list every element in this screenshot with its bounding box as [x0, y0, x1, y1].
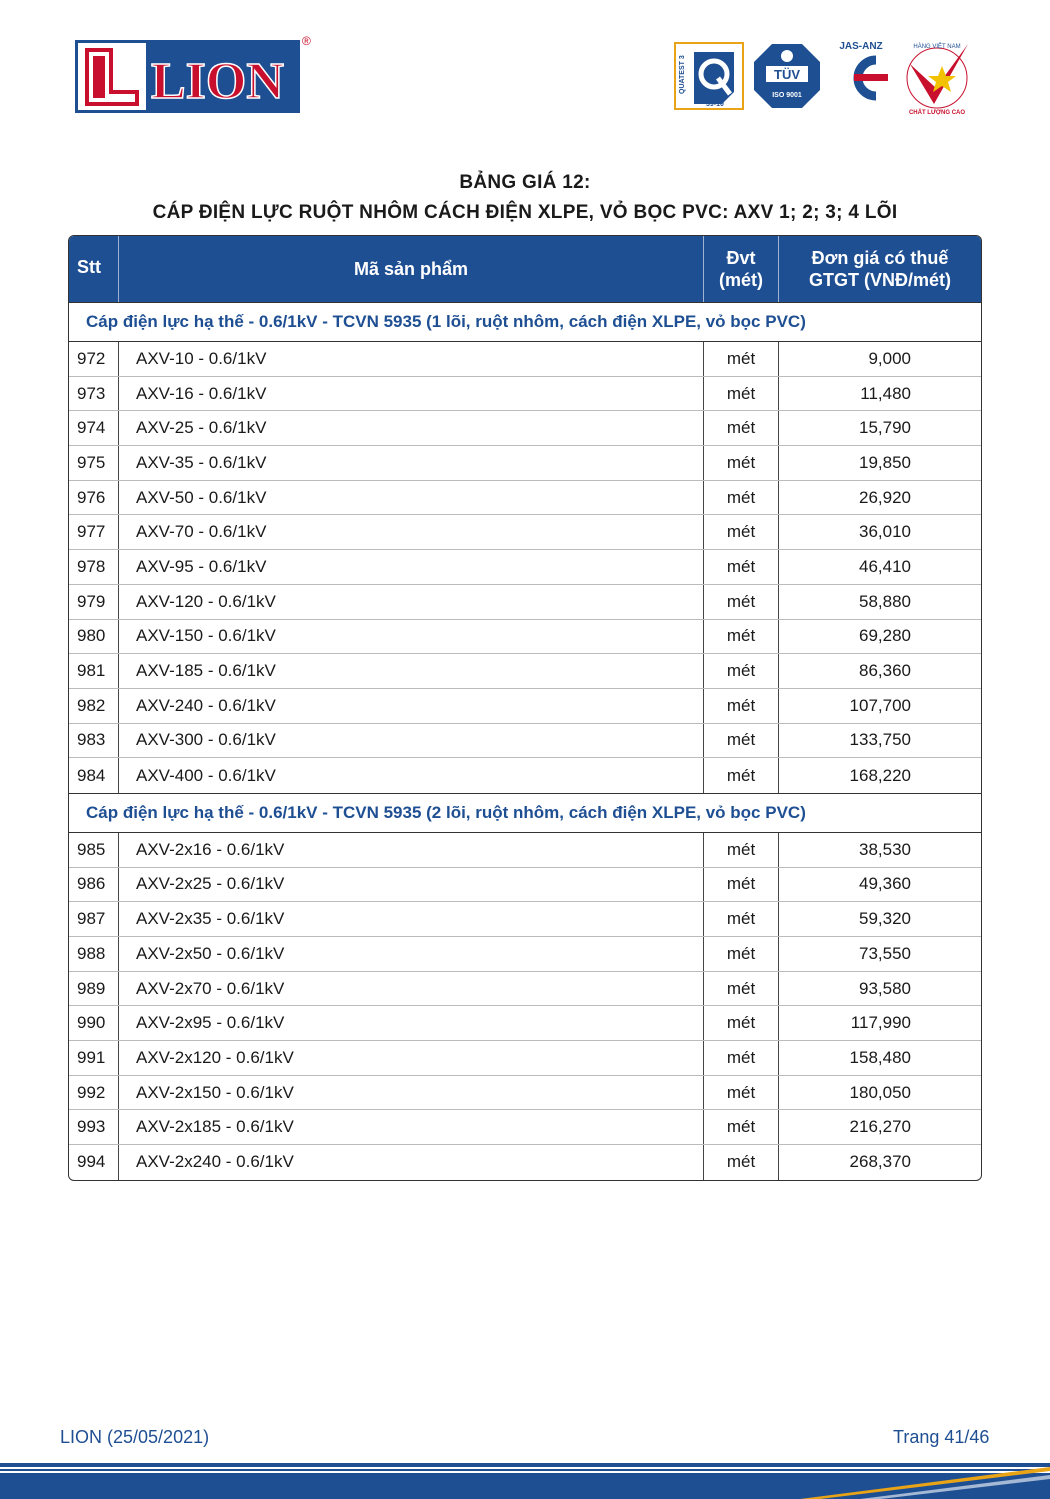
- row-unit: mét: [704, 1006, 779, 1040]
- table-row: [69, 902, 981, 937]
- row-code: AXV-10 - 0.6/1kV: [119, 342, 704, 376]
- row-price: 19,850: [859, 452, 911, 472]
- table-body: [69, 302, 981, 1180]
- header-price-line2: GTGT (VNĐ/mét): [809, 270, 951, 290]
- row-price: 36,010: [859, 522, 911, 542]
- row-unit: mét: [704, 1076, 779, 1110]
- table-row: [69, 515, 981, 550]
- row-code: AXV-2x185 - 0.6/1kV: [119, 1110, 704, 1144]
- row-unit: mét: [704, 902, 779, 936]
- row-code: AXV-2x25 - 0.6/1kV: [119, 868, 704, 902]
- row-code: AXV-185 - 0.6/1kV: [119, 654, 704, 688]
- row-code: AXV-240 - 0.6/1kV: [119, 689, 704, 723]
- tuv-iso: ISO 9001: [772, 92, 802, 99]
- row-stt: 984: [69, 758, 119, 793]
- row-code: AXV-35 - 0.6/1kV: [119, 446, 704, 480]
- row-price: 59,320: [859, 909, 911, 929]
- jas-label: JAS-ANZ: [839, 41, 883, 52]
- svg-text:QUATEST 3: QUATEST 3: [679, 55, 686, 94]
- row-stt: 977: [69, 515, 119, 549]
- row-unit: mét: [704, 868, 779, 902]
- row-stt: 972: [69, 342, 119, 376]
- header-unit-line2: (mét): [719, 270, 763, 290]
- registered-mark: ®: [302, 34, 311, 48]
- row-price: 93,580: [859, 978, 911, 998]
- row-stt: 979: [69, 585, 119, 619]
- row-price: 158,480: [849, 1047, 911, 1067]
- row-price: 107,700: [849, 695, 911, 715]
- table-row: [69, 1006, 981, 1041]
- row-code: AXV-120 - 0.6/1kV: [119, 585, 704, 619]
- footer-date: LION (25/05/2021): [60, 1427, 210, 1447]
- row-code: AXV-400 - 0.6/1kV: [119, 758, 704, 793]
- row-stt: 983: [69, 724, 119, 758]
- section-rows: [69, 342, 981, 793]
- row-stt: 993: [69, 1110, 119, 1144]
- header-code: Mã sản phẩm: [119, 236, 704, 302]
- hang-viet-nam-cert-icon: [898, 38, 976, 116]
- section-heading: Cáp điện lực hạ thế - 0.6/1kV - TCVN 5935 (2 lõi, ruột nhôm, cách điện XLPE, vỏ bọc PVC): [69, 793, 981, 833]
- row-price: 86,360: [859, 661, 911, 681]
- quatest-code: 39-10: [706, 101, 724, 108]
- row-code: AXV-300 - 0.6/1kV: [119, 724, 704, 758]
- row-unit: mét: [704, 446, 779, 480]
- row-stt: 978: [69, 550, 119, 584]
- header-price: [779, 236, 981, 302]
- table-row: [69, 481, 981, 516]
- row-stt: 994: [69, 1145, 119, 1180]
- row-price: 38,530: [859, 839, 911, 859]
- row-price: 180,050: [849, 1082, 911, 1102]
- footer-band: [0, 1455, 1050, 1499]
- table-row: [69, 411, 981, 446]
- hvn-top: HÀNG VIỆT NAM: [913, 44, 961, 50]
- row-code: AXV-2x16 - 0.6/1kV: [119, 833, 704, 867]
- hvn-bottom: CHẤT LƯỢNG CAO: [908, 110, 966, 116]
- row-price: 133,750: [849, 730, 911, 750]
- brand-name-text: LION: [151, 53, 284, 110]
- row-price: 268,370: [849, 1152, 911, 1172]
- row-stt: 982: [69, 689, 119, 723]
- row-code: AXV-50 - 0.6/1kV: [119, 481, 704, 515]
- row-price: 73,550: [859, 943, 911, 963]
- row-unit: mét: [704, 724, 779, 758]
- table-row: [69, 1076, 981, 1111]
- table-row: [69, 1110, 981, 1145]
- row-code: AXV-2x50 - 0.6/1kV: [119, 937, 704, 971]
- row-stt: 992: [69, 1076, 119, 1110]
- row-price: 216,270: [849, 1117, 911, 1137]
- row-unit: mét: [704, 972, 779, 1006]
- row-stt: 981: [69, 654, 119, 688]
- row-unit: mét: [704, 342, 779, 376]
- row-code: AXV-2x240 - 0.6/1kV: [119, 1145, 704, 1180]
- row-unit: mét: [704, 1145, 779, 1180]
- row-stt: 974: [69, 411, 119, 445]
- jas-anz-cert-icon: [830, 38, 892, 110]
- row-unit: mét: [704, 620, 779, 654]
- header-stt: Stt: [69, 236, 119, 302]
- row-unit: mét: [704, 515, 779, 549]
- row-unit: mét: [704, 377, 779, 411]
- row-stt: 990: [69, 1006, 119, 1040]
- price-list-number: BẢNG GIÁ 12:: [459, 172, 591, 193]
- quatest-cert-icon: [674, 42, 744, 110]
- row-unit: mét: [704, 1041, 779, 1075]
- header-unit: [704, 236, 779, 302]
- section-heading: Cáp điện lực hạ thế - 0.6/1kV - TCVN 5935 (1 lõi, ruột nhôm, cách điện XLPE, vỏ bọc PVC): [69, 302, 981, 342]
- table-row: [69, 758, 981, 793]
- row-unit: mét: [704, 585, 779, 619]
- row-stt: 987: [69, 902, 119, 936]
- table-row: [69, 1041, 981, 1076]
- row-stt: 989: [69, 972, 119, 1006]
- section-rows: [69, 833, 981, 1180]
- row-stt: 975: [69, 446, 119, 480]
- tuv-label: TÜV: [774, 67, 800, 82]
- row-stt: 991: [69, 1041, 119, 1075]
- table-row: [69, 972, 981, 1007]
- row-price: 46,410: [859, 556, 911, 576]
- row-price: 15,790: [859, 418, 911, 438]
- row-code: AXV-2x120 - 0.6/1kV: [119, 1041, 704, 1075]
- row-price: 26,920: [859, 487, 911, 507]
- row-stt: 986: [69, 868, 119, 902]
- row-price: 168,220: [849, 765, 911, 785]
- row-code: AXV-2x35 - 0.6/1kV: [119, 902, 704, 936]
- row-price: 49,360: [859, 874, 911, 894]
- table-row: [69, 868, 981, 903]
- row-unit: mét: [704, 654, 779, 688]
- row-code: AXV-150 - 0.6/1kV: [119, 620, 704, 654]
- row-stt: 976: [69, 481, 119, 515]
- header-unit-line1: Đvt: [726, 248, 756, 268]
- row-code: AXV-95 - 0.6/1kV: [119, 550, 704, 584]
- row-code: AXV-2x70 - 0.6/1kV: [119, 972, 704, 1006]
- row-price: 58,880: [859, 591, 911, 611]
- price-table: [68, 235, 982, 1181]
- row-code: AXV-2x95 - 0.6/1kV: [119, 1006, 704, 1040]
- table-row: [69, 833, 981, 868]
- row-code: AXV-16 - 0.6/1kV: [119, 377, 704, 411]
- header-price-line1: Đơn giá có thuế: [811, 248, 949, 268]
- table-row: [69, 342, 981, 377]
- row-stt: 985: [69, 833, 119, 867]
- row-unit: mét: [704, 833, 779, 867]
- row-unit: mét: [704, 411, 779, 445]
- row-unit: mét: [704, 758, 779, 793]
- row-price: 117,990: [850, 1013, 911, 1033]
- row-stt: 980: [69, 620, 119, 654]
- table-row: [69, 724, 981, 759]
- row-price: 11,480: [860, 383, 911, 403]
- page-title: CÁP ĐIỆN LỰC RUỘT NHÔM CÁCH ĐIỆN XLPE, VỎ BỌC PVC: AXV 1; 2; 3; 4 LÕI: [152, 202, 898, 223]
- row-stt: 973: [69, 377, 119, 411]
- lion-brand-logo: [75, 40, 300, 113]
- row-code: AXV-25 - 0.6/1kV: [119, 411, 704, 445]
- row-code: AXV-70 - 0.6/1kV: [119, 515, 704, 549]
- row-unit: mét: [704, 937, 779, 971]
- row-unit: mét: [704, 1110, 779, 1144]
- table-row: [69, 446, 981, 481]
- tuv-cert-icon: [752, 42, 822, 110]
- table-row: [69, 377, 981, 412]
- row-stt: 988: [69, 937, 119, 971]
- table-row: [69, 654, 981, 689]
- table-row: [69, 937, 981, 972]
- page-number: Trang 41/46: [893, 1427, 990, 1447]
- table-row: [69, 1145, 981, 1180]
- row-price: 9,000: [868, 348, 911, 368]
- row-unit: mét: [704, 689, 779, 723]
- row-unit: mét: [704, 481, 779, 515]
- table-row: [69, 550, 981, 585]
- table-row: [69, 620, 981, 655]
- table-header: [69, 236, 981, 302]
- row-code: AXV-2x150 - 0.6/1kV: [119, 1076, 704, 1110]
- table-row: [69, 689, 981, 724]
- row-price: 69,280: [859, 626, 911, 646]
- row-unit: mét: [704, 550, 779, 584]
- table-row: [69, 585, 981, 620]
